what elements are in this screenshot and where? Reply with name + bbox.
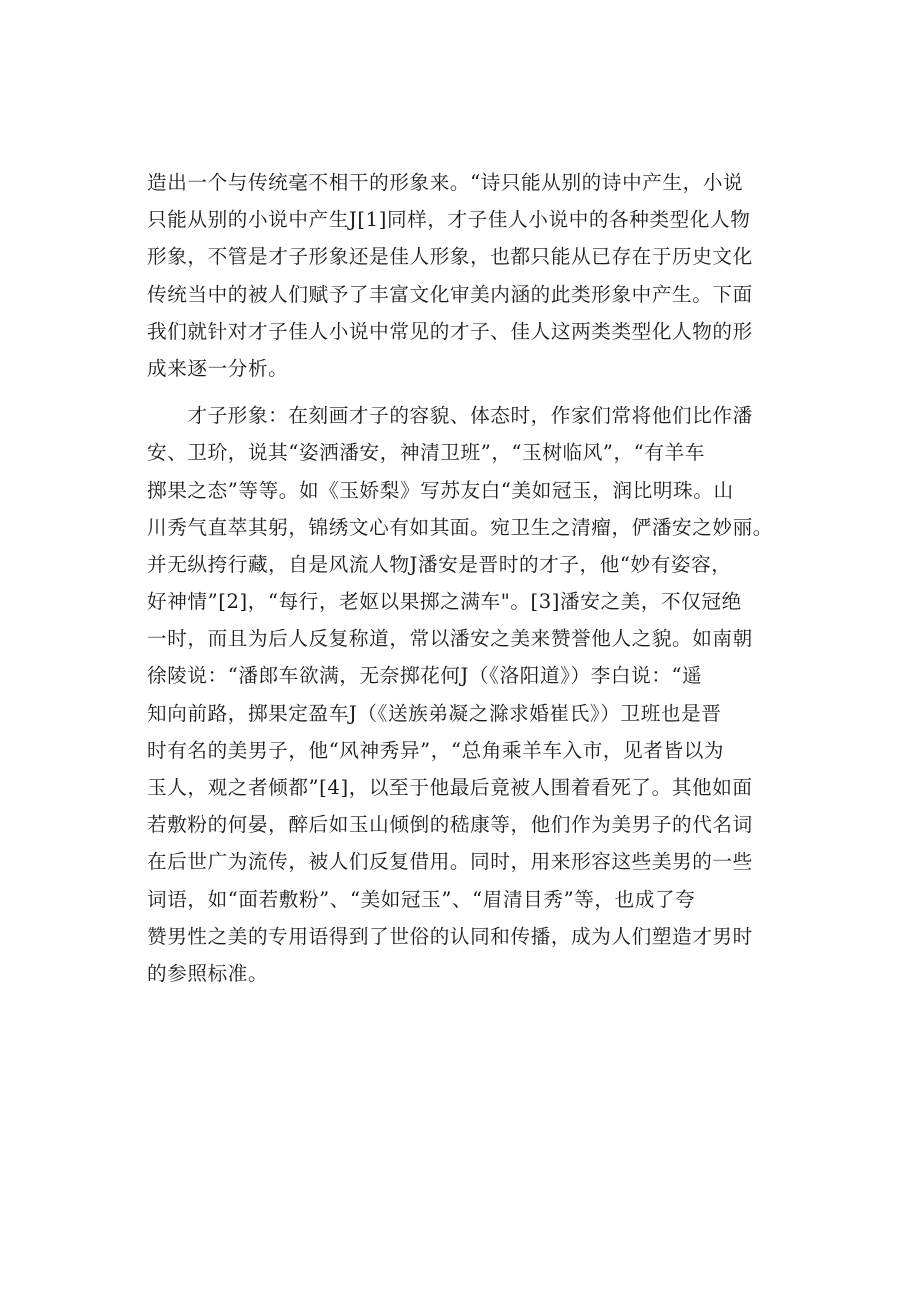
text-line: 词语，如“面若敷粉”、“美如冠玉”、“眉清目秀”等，也成了夸 <box>147 887 696 911</box>
text-line: 形象，不管是才子形象还是佳人形象，也都只能从已存在于历史文化 <box>147 245 753 269</box>
text-line: 若敷粉的何晏，醉后如玉山倾倒的嵇康等，他们作为美男子的代名词 <box>147 813 753 837</box>
text-line: 我们就针对才子佳人小说中常见的才子、佳人这两类类型化人物的形 <box>147 319 753 343</box>
text-line: 只能从别的小说中产生J[1]同样，才子佳人小说中的各种类型化人物 <box>147 208 751 232</box>
text-line: 在后世广为流传，被人们反复借用。同时，用来形容这些美男的一些 <box>147 850 753 874</box>
text-line: 知向前路，掷果定盈车J（《送族弟凝之滁求婚崔氏》）卫班也是晋 <box>147 701 722 725</box>
text-line: 传统当中的被人们赋予了丰富文化审美内涵的此类形象中产生。下面 <box>147 282 753 306</box>
text-line: 一时，而且为后人反复称道，常以潘安之美来赞誉他人之貌。如南朝 <box>147 627 753 651</box>
text-line: 造出一个与传统毫不相干的形象来。“诗只能从别的诗中产生，小说 <box>147 171 744 194</box>
text-line: 掷果之态”等等。如《玉娇梨》写苏友白“美如冠玉，润比明珠。山 <box>147 478 734 502</box>
text-line: 徐陵说：“潘郎车欲满，无奈掷花何J（《洛阳道》）李白说：“遥 <box>147 664 703 688</box>
paragraph-2 <box>147 397 817 992</box>
text-line: 才子形象：在刻画才子的容貌、体态时，作家们常将他们比作潘 <box>147 404 753 428</box>
text-line: 并无纵挎行藏，自是风流人物J潘安是晋时的才子，他“妙有姿容， <box>147 552 732 576</box>
text-line: 川秀气直萃其躬，锦绣文心有如其面。宛卫生之清瘤，俨潘安之妙丽。 <box>147 515 774 539</box>
paragraph-gap <box>147 387 817 397</box>
text-line: 成来逐一分析。 <box>147 356 289 380</box>
text-line: 玉人，观之者倾都”[4]，以至于他最后竟被人围着看死了。其他如面 <box>147 776 753 799</box>
paragraph-1 <box>147 164 817 387</box>
text-line: 时有名的美男子，他“风神秀异”，“总角乘羊车入市，见者皆以为 <box>147 738 725 762</box>
text-line: 赞男性之美的专用语得到了世俗的认同和传播，成为人们塑造才男时 <box>147 924 753 948</box>
text-line: 安、卫玠，说其“姿洒潘安，神清卫班”，“玉树临风”，“有羊车 <box>147 441 705 465</box>
text-line: 好神情”[2]，“每行，老妪以果掷之满车"。[3]潘安之美，不仅冠绝 <box>147 590 742 614</box>
text-line: 的参照标准。 <box>147 961 269 985</box>
body-text <box>147 164 817 992</box>
